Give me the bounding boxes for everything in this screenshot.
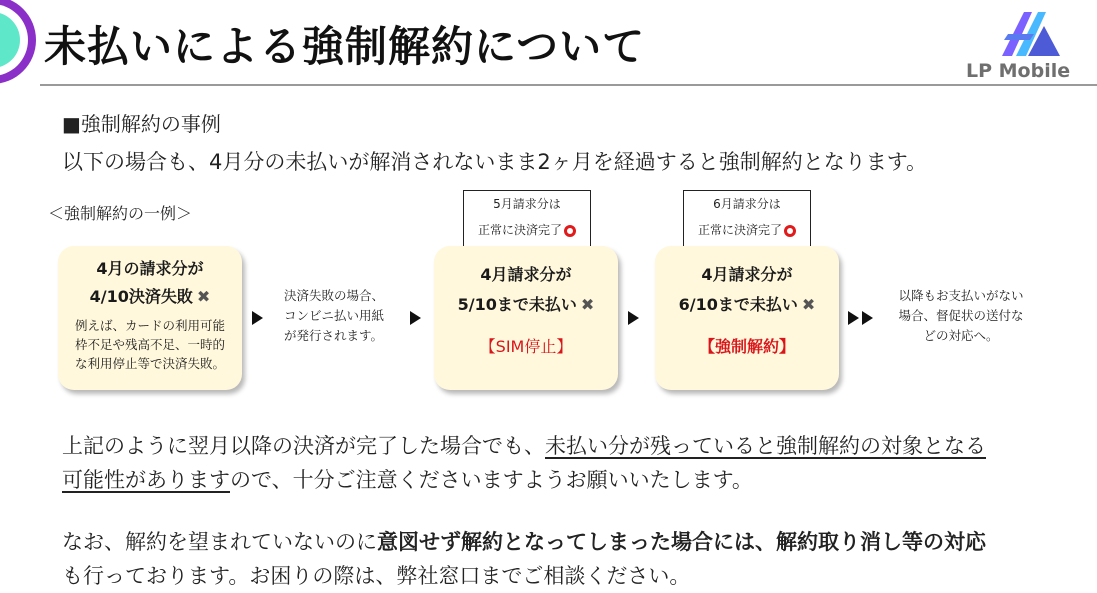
- paragraph2-line2: も行っております。お困りの際は、弊社窓口までご相談ください。: [62, 564, 691, 588]
- x-mark-icon: ✖: [580, 295, 595, 314]
- callout-june-line2: 正常に決済完了: [684, 217, 810, 243]
- box3-line2: 6/10まで未払い ✖: [678, 295, 816, 314]
- check-circle-icon: [784, 225, 796, 237]
- double-arrow-right-icon-2: [862, 311, 873, 325]
- flow-text4-line2: 場合、督促状の送付な: [898, 308, 1024, 323]
- flow-text4-line1: 以降もお支払いがない: [898, 288, 1024, 303]
- brand-logo: [960, 4, 1090, 84]
- page-title: 未払いによる強制解約について: [44, 22, 646, 71]
- status-forced-cancel: 【強制解約】: [698, 337, 795, 356]
- paragraph1-line1: [62, 430, 986, 460]
- paragraph2-line1-bold: 意図せず解約となってしまった場合には、解約取り消し等の対応: [377, 530, 986, 554]
- box1-line2: 4/10決済失敗 ✖: [89, 287, 211, 306]
- flow-text4-line3: どの対応へ。: [923, 328, 999, 343]
- logo-text: LP Mobile: [966, 60, 1071, 82]
- x-mark-icon: ✖: [196, 287, 211, 306]
- callout-june: [683, 190, 811, 248]
- flow-box-april-failed: [58, 246, 242, 390]
- paragraph1-line2-plain: ので、十分ご注意くださいますようお願いいたします。: [230, 468, 753, 492]
- decorative-circle: [0, 0, 36, 84]
- paragraph1-line2-underlined: 可能性があります: [62, 468, 230, 492]
- box1-line1: 4月の請求分が: [96, 259, 204, 278]
- paragraph1-line1-plain: 上記のように翌月以降の決済が完了した場合でも、: [62, 434, 545, 458]
- section-heading: ■強制解約の事例: [62, 112, 221, 136]
- arrow-right-icon: [410, 311, 421, 325]
- intro-text: 以下の場合も、4月分の未払いが解消されないまま2ヶ月を経過すると強制解約となります。: [62, 150, 928, 174]
- example-label: ＜強制解約の一例＞: [48, 204, 193, 223]
- box1-note-line1: 例えば、カードの利用可能: [74, 318, 225, 333]
- flow-text-convenience: [284, 286, 384, 346]
- callout-may: [463, 190, 591, 248]
- callout-june-line1: 6月請求分は: [713, 197, 781, 211]
- paragraph2-line1: [62, 526, 986, 556]
- paragraph2-line1-plain: なお、解約を望まれていないのに: [62, 530, 377, 554]
- status-sim-stop: 【SIM停止】: [479, 337, 573, 356]
- callout-may-line1: 5月請求分は: [493, 197, 561, 211]
- flow-text1-line2: コンビニ払い用紙: [284, 308, 385, 323]
- arrow-right-icon: [252, 311, 263, 325]
- box2-line1: 4月請求分が: [480, 265, 572, 284]
- flow-box-forced-cancel: [655, 246, 839, 390]
- x-mark-icon: ✖: [801, 295, 816, 314]
- box1-note: [58, 316, 242, 373]
- check-circle-icon: [564, 225, 576, 237]
- flow-text1-line3: が発行されます。: [284, 328, 384, 343]
- flow-text-followup: [888, 286, 1034, 346]
- title-divider: [40, 84, 1097, 86]
- flow-box-sim-stop: [434, 246, 618, 390]
- paragraph1-line1-underlined: 未払い分が残っていると強制解約の対象となる: [545, 434, 986, 458]
- double-arrow-right-icon: [848, 311, 859, 325]
- flow-text1-line1: 決済失敗の場合、: [284, 288, 385, 303]
- paragraph1-line2: [62, 464, 753, 494]
- box3-line1: 4月請求分が: [701, 265, 793, 284]
- callout-may-line2: 正常に決済完了: [464, 217, 590, 243]
- logo-mark-icon: [960, 4, 1090, 62]
- box1-note-line2: 枠不足や残高不足、一時的: [74, 337, 225, 352]
- arrow-right-icon: [628, 311, 639, 325]
- box1-note-line3: な利用停止等で決済失敗。: [74, 356, 225, 371]
- box2-line2: 5/10まで未払い ✖: [457, 295, 595, 314]
